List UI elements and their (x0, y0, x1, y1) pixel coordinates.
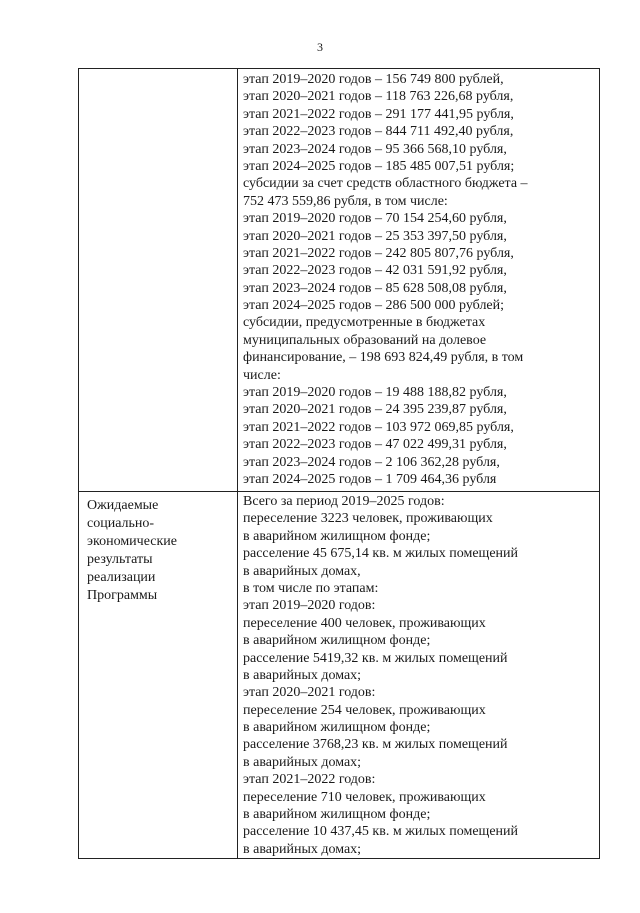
text-line: переселение 254 человек, проживающих (243, 702, 486, 718)
text-line: этап 2020–2021 годов – 25 353 397,50 рубля, (243, 228, 507, 244)
text-line: этап 2020–2021 годов: (243, 685, 376, 701)
label-line: реализации (87, 570, 156, 585)
text-line: в аварийных домах; (243, 667, 362, 683)
text-line: этап 2021–2022 годов – 291 177 441,95 рубля, (243, 106, 514, 122)
expected-results-label-cell (87, 497, 235, 605)
text-line: этап 2019–2020 годов – 156 749 800 рублей, (243, 72, 504, 87)
text-line: этап 2024–2025 годов – 286 500 000 рублей; (243, 298, 505, 314)
text-line: этап 2019–2020 годов: (243, 598, 376, 614)
text-line: этап 2021–2022 годов – 103 972 069,85 рубля, (243, 419, 514, 435)
text-line: субсидии за счет средств областного бюджета – (243, 176, 528, 192)
text-line: 752 473 559,86 рубля, в том числе: (243, 193, 448, 209)
text-line: расселение 3768,23 кв. м жилых помещений (243, 737, 508, 753)
text-line: в аварийном жилищном фонде; (243, 720, 431, 736)
text-line: этап 2022–2023 годов – 844 711 492,40 рубля, (243, 124, 514, 140)
text-line: этап 2020–2021 годов – 118 763 226,68 рубля, (243, 89, 514, 105)
text-line: субсидии, предусмотренные в бюджетах (243, 315, 486, 331)
label-line: Ожидаемые (87, 498, 159, 513)
text-line: этап 2022–2023 годов – 42 031 591,92 рубля, (243, 263, 507, 279)
text-line: этап 2019–2020 годов – 70 154 254,60 рубля, (243, 211, 507, 227)
text-line: расселение 5419,32 кв. м жилых помещений (243, 650, 508, 666)
expected-results-details-cell (243, 493, 595, 858)
text-line: муниципальных образований на долевое (243, 332, 487, 348)
label-line: экономические (87, 534, 178, 549)
text-line: этап 2020–2021 годов – 24 395 239,87 рубля, (243, 402, 507, 418)
label-line: социально- (87, 516, 155, 531)
text-line: этап 2021–2022 годов – 242 805 807,76 рубля, (243, 245, 514, 261)
text-line: этап 2021–2022 годов: (243, 772, 376, 788)
text-line: расселение 45 675,14 кв. м жилых помещений (243, 546, 519, 562)
text-line: этап 2023–2024 годов – 95 366 568,10 рубля, (243, 141, 507, 157)
text-line: в аварийных домах, (243, 563, 361, 579)
page-number: 3 (317, 40, 323, 54)
text-line: в аварийном жилищном фонде; (243, 633, 431, 649)
text-line: в аварийном жилищном фонде; (243, 528, 431, 544)
financing-details-cell (243, 71, 595, 488)
label-line: Программы (87, 588, 158, 603)
column-divider (237, 69, 238, 858)
text-line: финансирование, – 198 693 824,49 рубля, в том (243, 350, 524, 366)
text-line: этап 2023–2024 годов – 2 106 362,28 рубля, (243, 454, 500, 470)
text-line: в аварийном жилищном фонде; (243, 807, 431, 823)
text-line: этап 2023–2024 годов – 85 628 508,08 рубля, (243, 280, 507, 296)
text-line: переселение 400 человек, проживающих (243, 615, 486, 631)
row-divider (79, 491, 599, 492)
text-line: числе: (243, 367, 281, 383)
text-line: этап 2024–2025 годов – 185 485 007,51 рубля; (243, 158, 515, 174)
program-passport-table (78, 68, 600, 859)
text-line: переселение 710 человек, проживающих (243, 789, 486, 805)
text-line: Всего за период 2019–2025 годов: (243, 494, 445, 509)
text-line: этап 2022–2023 годов – 47 022 499,31 рубля, (243, 437, 507, 453)
text-line: этап 2024–2025 годов – 1 709 464,36 рубля (243, 471, 497, 487)
text-line: в том числе по этапам: (243, 580, 379, 596)
label-line: результаты (87, 552, 153, 567)
text-line: этап 2019–2020 годов – 19 488 188,82 рубля, (243, 385, 507, 401)
text-line: расселение 10 437,45 кв. м жилых помещений (243, 824, 519, 840)
text-line: в аварийных домах; (243, 754, 362, 770)
text-line: переселение 3223 человек, проживающих (243, 511, 493, 527)
text-line: в аварийных домах; (243, 841, 362, 857)
